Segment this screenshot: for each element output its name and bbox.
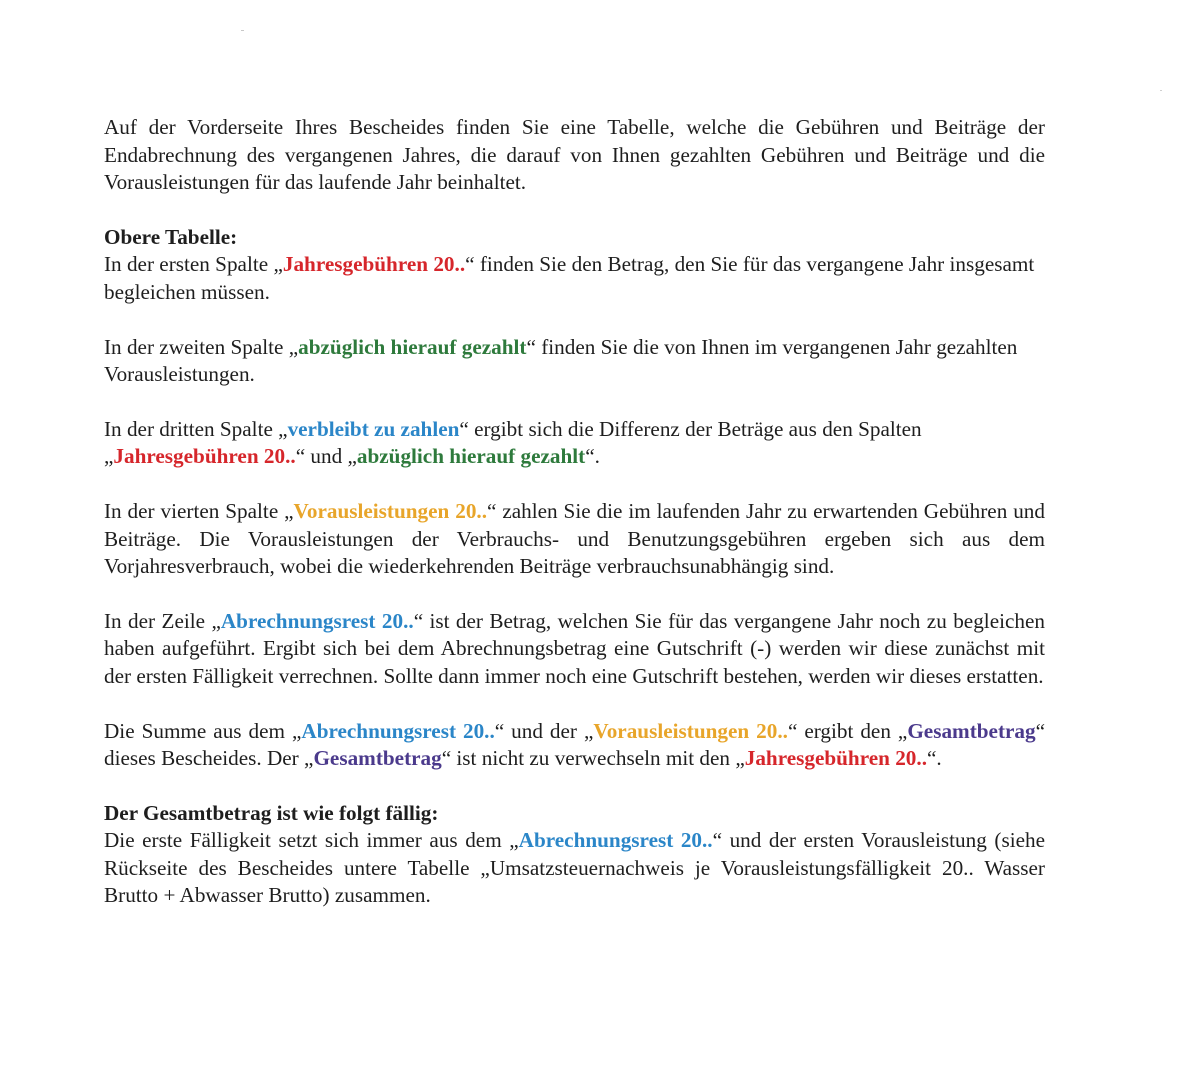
text-run: In der ersten Spalte „ — [104, 252, 283, 277]
intro-paragraph: Auf der Vorderseite Ihres Bescheides finden Sie eine Tabelle, welche die Gebühren und Beiträge der Endabrechnung des vergangenen Jahres, die darauf von Ihnen gezahlten Gebühren und Beiträge und die Vorausleistungen für das laufende Jahr beinhaltet. — [104, 115, 1045, 195]
scan-artifact — [241, 30, 244, 31]
text-run: “ und der „ — [494, 718, 594, 743]
section-heading-obere-tabelle: Obere Tabelle: — [104, 224, 238, 249]
highlight-abzueglich-gezahlt: abzüglich hierauf gezahlt — [356, 444, 586, 469]
text-run: Die Summe aus dem „ — [104, 718, 302, 743]
paragraph-erste-spalte — [104, 251, 1045, 306]
section-heading-faelligkeit: Der Gesamtbetrag ist wie folgt fällig: — [104, 800, 439, 825]
text-run: “ und der ersten Vorausleistung (siehe Rückseite des Bescheides untere Tabelle „Umsatzsteuernachweis je Vorausleistungsfälligkeit 20.. Wasser Brutto + Abwasser Brutto) zusammen. — [104, 828, 1045, 908]
highlight-vorausleistungen: Vorausleistungen 20.. — [593, 718, 788, 743]
paragraph-abrechnungsrest — [104, 608, 1045, 691]
text-run: In der zweiten Spalte „ — [104, 334, 299, 359]
paragraph-zweite-spalte — [104, 334, 1045, 389]
text-run: “ ist der Betrag, welchen Sie für das vergangene Jahr noch zu begleichen haben aufgeführt. Ergibt sich bei dem Abrechnungsbetrag eine Gutschrift (-) werden wir diese zunächst mit der ersten Fälligkeit verrechnen. Sollte dann immer noch eine Gutschrift bestehen, werden wir dieses erstatten. — [104, 608, 1045, 688]
text-run: “ finden Sie den Betrag, den Sie für das vergangene Jahr insgesamt begleichen müssen. — [104, 252, 1035, 304]
paragraph-faelligkeit — [104, 827, 1045, 910]
text-run: “ dieses Bescheides. Der „ — [104, 718, 1045, 771]
highlight-gesamtbetrag: Gesamtbetrag — [907, 718, 1036, 743]
highlight-jahresgebuehren: Jahresgebühren 20.. — [282, 252, 466, 277]
text-run: “ finden Sie die von Ihnen im vergangenen Jahr gezahlten Vorausleistungen. — [104, 334, 1018, 387]
text-run: “ zahlen Sie die im laufenden Jahr zu erwartenden Gebühren und Beiträge. Die Vorausleistungen der Verbrauchs- und Benutzungsgebühren ergeben sich aus dem Vorjahresverbrauch, wobei die wiederkehrenden Beiträge verbrauchsunabhängig sind. — [104, 498, 1045, 579]
text-run: “. — [585, 444, 600, 469]
text-run: “. — [927, 746, 942, 771]
text-run: “ ergibt sich die Differenz der Beträge aus den Spalten „ — [104, 416, 922, 469]
text-run: In der vierten Spalte „ — [104, 498, 294, 523]
highlight-abrechnungsrest: Abrechnungsrest 20.. — [301, 718, 495, 743]
text-run: “ ist nicht zu verwechseln mit den „ — [441, 746, 745, 771]
highlight-jahresgebuehren: Jahresgebühren 20.. — [744, 746, 927, 771]
document-body — [104, 114, 1045, 937]
paragraph-vierte-spalte — [104, 498, 1045, 581]
text-run: In der Zeile „ — [104, 608, 221, 633]
highlight-abrechnungsrest: Abrechnungsrest 20.. — [220, 608, 414, 633]
highlight-verbleibt-zu-zahlen: verbleibt zu zahlen — [287, 416, 460, 441]
highlight-jahresgebuehren: Jahresgebühren 20.. — [113, 444, 296, 469]
scan-artifact — [1160, 90, 1162, 91]
paragraph-summe — [104, 718, 1045, 773]
highlight-abzueglich-gezahlt: abzüglich hierauf gezahlt — [298, 334, 527, 359]
highlight-vorausleistungen: Vorausleistungen 20.. — [293, 498, 488, 523]
text-run: “ ergibt den „ — [787, 718, 908, 743]
text-run: Die erste Fälligkeit setzt sich immer aus dem „ — [104, 828, 519, 853]
text-run: “ und „ — [295, 444, 357, 469]
highlight-gesamtbetrag: Gesamtbetrag — [313, 746, 442, 771]
highlight-abrechnungsrest: Abrechnungsrest 20.. — [518, 828, 713, 853]
paragraph-dritte-spalte — [104, 416, 1045, 471]
text-run: In der dritten Spalte „ — [104, 416, 288, 441]
